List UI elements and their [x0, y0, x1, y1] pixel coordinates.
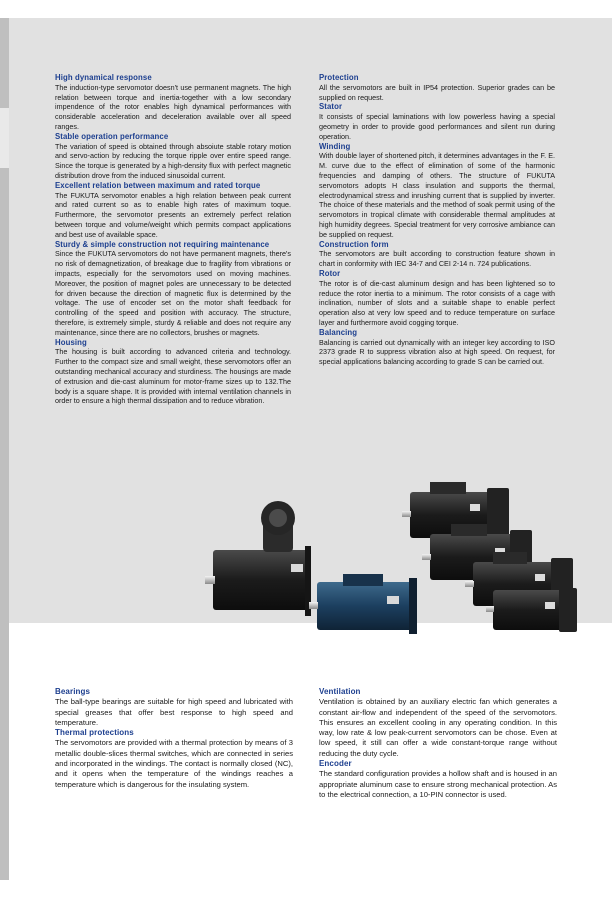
section-construction-form	[319, 240, 555, 269]
section-stator	[319, 102, 555, 141]
motor-blue	[309, 574, 417, 634]
motor-back-4	[486, 588, 577, 632]
section-heading: Sturdy & simple construction not requiring maintenance	[55, 239, 270, 249]
section-body: With double layer of shortened pitch, it determines advantages in the F. E. M. curve due to the effect of elimination of some of the harmonic frequencies and damping of others. The structure of FUKUTA servomotors adopts H class insulation and supports the thermal, electrodynamical stress and inrushing current that is supplied by inverter. The choice of these materials and the method of soak permit using of the servomotors in tropical climate with considerable thermal amplitudes at high humidity degrees. Special treatment for very corrosive ambiance can be supplied on request.	[319, 151, 555, 239]
section-housing	[55, 338, 291, 407]
bottom-left-text-column	[55, 687, 293, 790]
section-body: The servomotors are provided with a thermal protection by means of 3 metallic double-slices thermal switches, which are connected in series and incorporated in the windings. The contact is normally closed (NC), and it opens when the temperature of the windings reaches a temperature which is dangerous for the insulating system.	[55, 738, 293, 789]
right-text-column	[319, 73, 555, 367]
bottom-right-text-column	[319, 687, 557, 800]
section-high-dynamical-response	[55, 73, 291, 132]
section-heading: Protection	[319, 73, 359, 82]
section-heading: Thermal protections	[55, 728, 134, 738]
left-text-column	[55, 73, 291, 406]
section-body: The standard configuration provides a hollow shaft and is housed in an appropriate aluminum case to ensure strong mechanical protection. As to the electrical connection, a 10-PIN connector is used.	[319, 769, 557, 799]
section-heading: Rotor	[319, 268, 341, 278]
section-body: It consists of special laminations with low powerless having a special geometry in order to provide good performances and silent run during operation.	[319, 112, 555, 141]
section-heading: Stator	[319, 102, 343, 112]
section-body: The variation of speed is obtained through absoiute stable rotary motion and servo-action by reducing the torque ripple over entire speed range. Since the torque is generated by a high-density flux with perfect magnetic distribution drove from the induced sinusoidal current.	[55, 141, 291, 180]
section-heading: High dynamical response	[55, 73, 152, 82]
section-thermal-protections	[55, 728, 293, 790]
section-body: All the servomotors are built in IP54 protection. Superior grades can be supplied on request.	[319, 82, 555, 102]
section-heading: Housing	[55, 337, 87, 347]
section-torque-relation	[55, 181, 291, 240]
section-heading: Winding	[319, 141, 351, 151]
section-heading: Bearings	[55, 687, 91, 696]
section-body: The rotor is of die-cast aluminum design and has been lightened so to reduce the rotor inertia to a minimum. The rotor consists of a cage with inclination, number of slots and a suitable shape to enable perfect operation also at very low speed and to reduce temperature on surface layer and furthermore avoid cogging torque.	[319, 278, 555, 327]
section-heading: Balancing	[319, 327, 358, 337]
section-protection	[319, 73, 555, 102]
section-body: Since the FUKUTA servomotors do not have permanent magnets, there's no risk of demagnetization, of breakage due to fragility from vibrations or impacts, especially for the servomotors used on moving machines. Moreover, the position of magnet poles are unnecessary to be detected for driven because the direction of magnetic flux is determined by the voltage. The use of encoder set on the motor shaft feedback for controlling of the speed and position with accuracy. The structure, therefore, is extremely simple, sturdy & reliable and does not require any maintenance, since there are no collectors, brushes or magnets.	[55, 249, 291, 337]
section-ventilation	[319, 687, 557, 759]
section-bearings	[55, 687, 293, 728]
motor-large-black	[205, 501, 311, 616]
section-sturdy-construction	[55, 240, 291, 338]
section-encoder	[319, 759, 557, 800]
section-body: The ball-type bearings are suitable for high speed and lubricated with special greases that offer best response to high speed and temperature.	[55, 697, 293, 727]
section-heading: Construction form	[319, 239, 389, 249]
section-body: The induction-type servomotor doesn't use permanent magnets. The high relation between torque and inertia-together with a low secondary impendence of the rotor enables high dynamical performances with considerable acceleration and deceleration available over all speed ranges.	[55, 82, 291, 131]
section-body: Ventilation is obtained by an auxiliary electric fan which generates a constant air-flow and independent of the speed of the servomotors. This ensures an excellent cooling in any operating condition. In this way, low rate & low peak-current servomotors can be chose. Even at low speed, it still can offer a wide constant-torque range without reducing the duty cycle.	[319, 697, 557, 758]
section-balancing	[319, 328, 555, 367]
section-body: The FUKUTA servomotor enables a high relation between peak current and rated current so as to enable high rates of maximum toque. Furthermore, the servomotor presents an extremely perfect relation between torque and volume/weight which permits compact applications and best use of available space.	[55, 190, 291, 239]
section-rotor	[319, 269, 555, 328]
section-body: The housing is built according to advanced criteria and technology. Further to the compact size and small weight, these servomotors offer an outstanding mechanical accuracy and sturdiness. The housings are made of extrusion and die-cast aluminum for motor-frame sizes up to 132.The body is a square shape. It is provided with internal ventilation channels in order to ensure a high thermal dissipation and to reduce vibration.	[55, 347, 291, 406]
section-stable-operation	[55, 132, 291, 181]
section-heading: Stable operation performance	[55, 131, 169, 141]
section-heading: Ventilation	[319, 687, 361, 696]
left-edge-mark	[0, 108, 9, 168]
section-winding	[319, 142, 555, 240]
section-body: Balancing is carried out dynamically with an integer key according to ISO 2373 grade R to suppress vibration also at high speed. On request, for special applications balancing according to grade S can be carried out.	[319, 337, 555, 367]
servomotors-photo	[205, 478, 600, 638]
section-heading: Excellent relation between maximum and rated torque	[55, 180, 261, 190]
section-body: The servomotors are built according to construction feature shown in chart in conformity with IEC 34-7 and CEI 2-14 n. 724 publications.	[319, 249, 555, 269]
section-heading: Encoder	[319, 759, 352, 769]
